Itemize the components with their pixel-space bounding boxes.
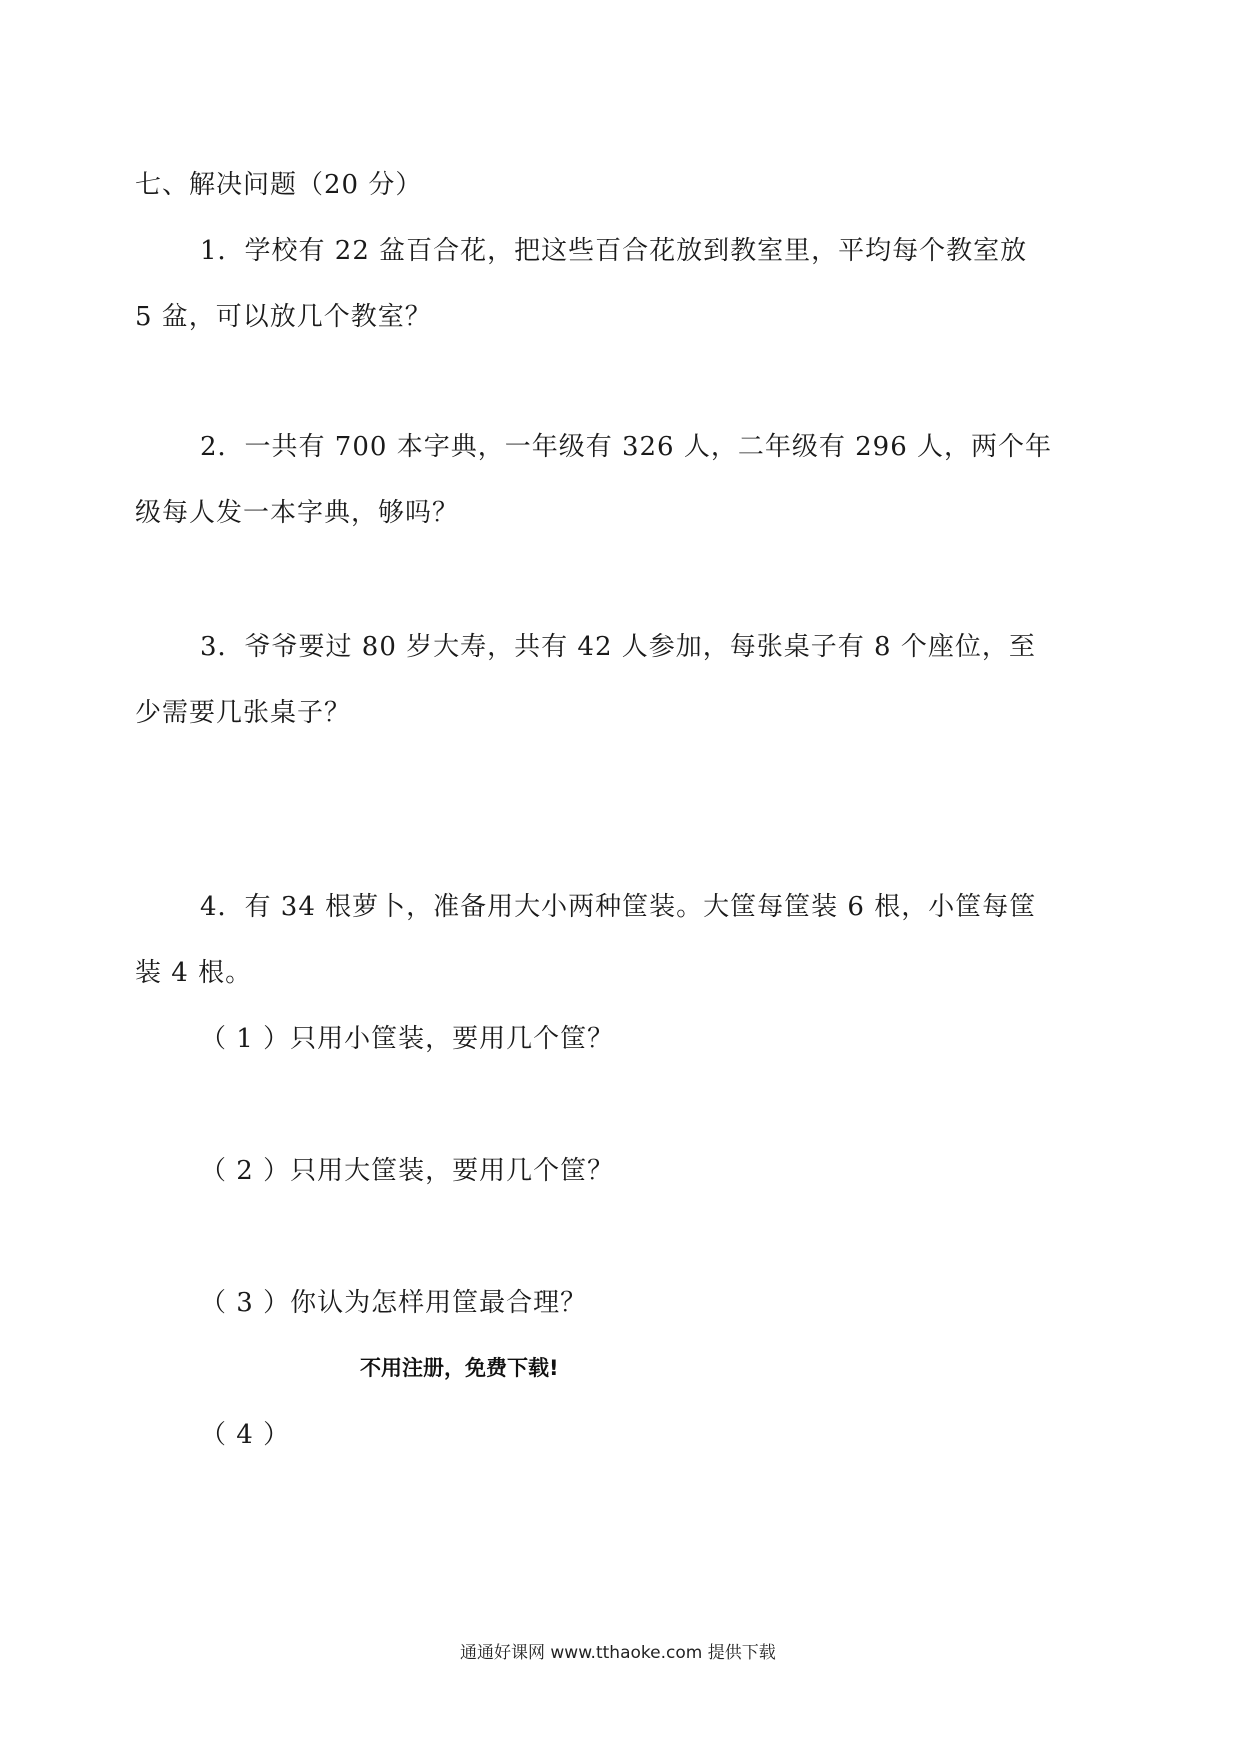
page-footer: 通通好课网 www.tthaoke.com 提供下载: [460, 1643, 776, 1663]
question-2-line-2: 级每人发一本字典，够吗？: [135, 498, 460, 528]
question-4-sub-1: （ 1 ）只用小筐装，要用几个筐？: [200, 1024, 615, 1054]
question-3-line-2: 少需要几张桌子？: [135, 698, 352, 728]
section-title: 七、解决问题（20 分）: [135, 170, 423, 200]
question-3-line-1: 3．爷爷要过 80 岁大寿，共有 42 人参加，每张桌子有 8 个座位，至: [200, 632, 1036, 662]
question-4-sub-3: （ 3 ）你认为怎样用筐最合理？: [200, 1288, 588, 1318]
promo-text: 不用注册，免费下载!: [360, 1356, 559, 1380]
question-2-line-1: 2．一共有 700 本字典，一年级有 326 人，二年级有 296 人，两个年: [200, 432, 1053, 462]
question-4-sub-4: （ 4 ）: [200, 1420, 291, 1450]
question-4-line-2: 装 4 根。: [135, 958, 253, 988]
question-4-line-1: 4．有 34 根萝卜，准备用大小两种筐装。大筐每筐装 6 根，小筐每筐: [200, 892, 1037, 922]
question-4-sub-2: （ 2 ）只用大筐装，要用几个筐？: [200, 1156, 615, 1186]
question-1-line-2: 5 盆，可以放几个教室？: [135, 302, 432, 332]
question-1-line-1: 1．学校有 22 盆百合花，把这些百合花放到教室里，平均每个教室放: [200, 236, 1028, 266]
